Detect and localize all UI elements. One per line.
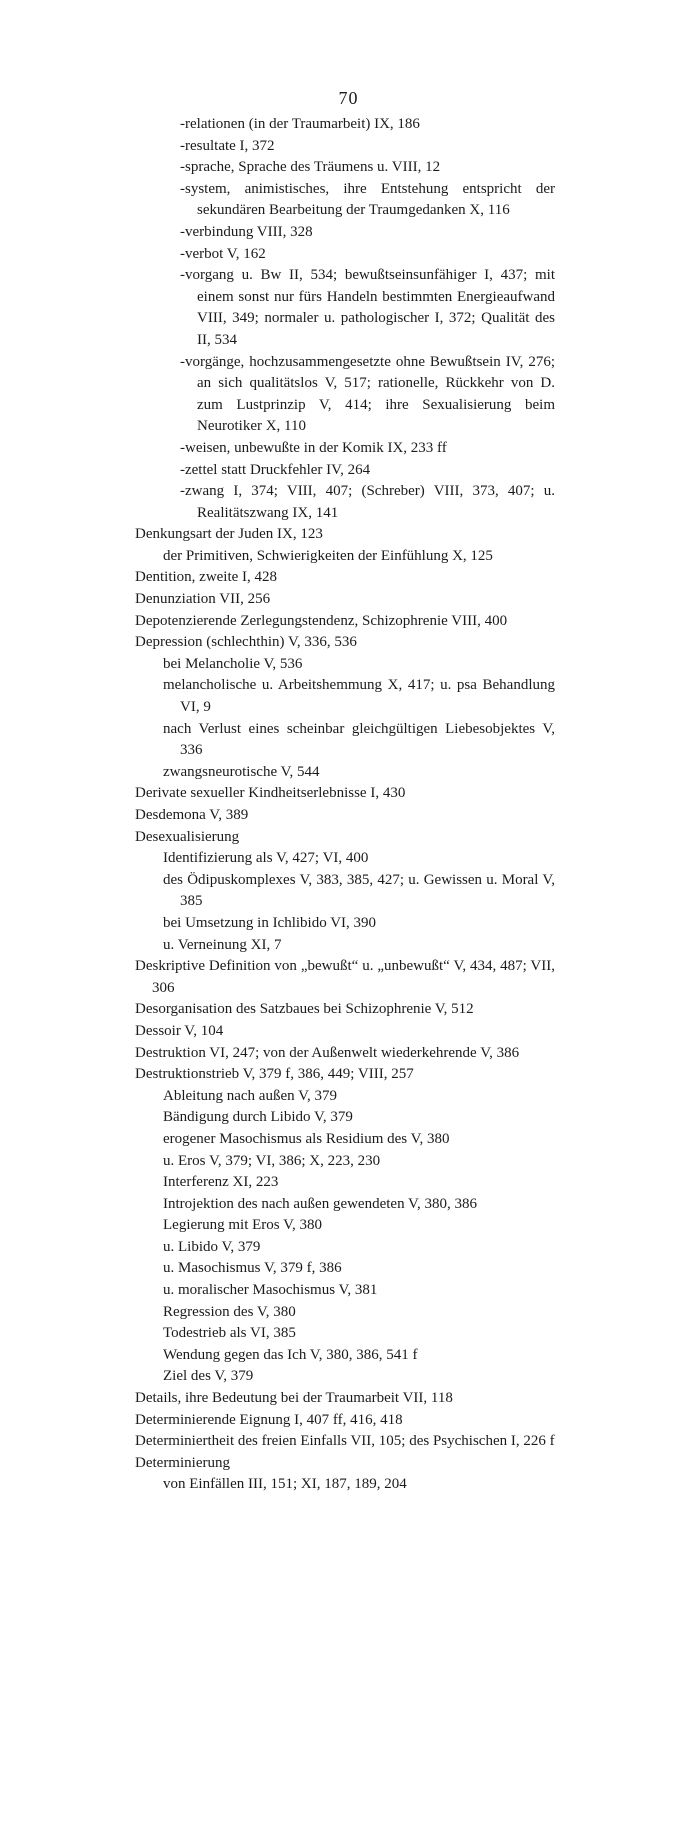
index-entry: -vorgänge, hochzusammengesetzte ohne Bewußtsein IV, 276; an sich qualitätslos V, 517; rationelle, Rückkehr von D. zum Lustprinzip V, 414; ihre Sexualisierung beim Neurotiker X, 110 xyxy=(180,353,555,435)
index-entry: u. Eros V, 379; VI, 386; X, 223, 230 xyxy=(163,1152,381,1169)
index-entry: Interferenz XI, 223 xyxy=(163,1174,279,1191)
index-entry: Legierung mit Eros V, 380 xyxy=(163,1217,323,1234)
index-entry: melancholische u. Arbeitshemmung X, 417; u. psa Behandlung VI, 9 xyxy=(163,677,555,716)
index-entry: Destruktionstrieb V, 379 f, 386, 449; VIII, 257 xyxy=(135,1066,414,1083)
index-entry: Details, ihre Bedeutung bei der Traumarbeit VII, 118 xyxy=(135,1390,453,1407)
index-entry: bei Melancholie V, 536 xyxy=(163,655,303,672)
index-entry: Depotenzierende Zerlegungstendenz, Schizophrenie VIII, 400 xyxy=(135,612,508,629)
index-entry: -weisen, unbewußte in der Komik IX, 233 ff xyxy=(180,439,447,456)
index-entry: des Ödipuskomplexes V, 383, 385, 427; u. Gewissen u. Moral V, 385 xyxy=(163,871,555,910)
index-entry: -vorgang u. Bw II, 534; bewußtseinsunfähiger I, 437; mit einem sonst nur fürs Handeln bestimmten Energieaufwand VIII, 349; normaler u. pathologischer I, 372; Qualität des II, 534 xyxy=(180,267,555,348)
page-number: 70 xyxy=(338,88,359,108)
index-entry: bei Umsetzung in Ichlibido VI, 390 xyxy=(163,914,377,931)
index-entry: u. Verneinung XI, 7 xyxy=(163,936,282,953)
index-entry: Dessoir V, 104 xyxy=(135,1022,224,1039)
index-entry: der Primitiven, Schwierigkeiten der Einfühlung X, 125 xyxy=(163,547,493,564)
index-entries xyxy=(135,114,555,1496)
index-entry: Destruktion VI, 247; von der Außenwelt wiederkehrende V, 386 xyxy=(135,1044,520,1061)
index-entry: -sprache, Sprache des Träumens u. VIII, 12 xyxy=(180,159,441,176)
index-entry: -resultate I, 372 xyxy=(180,137,275,154)
index-entry: erogener Masochismus als Residium des V, 380 xyxy=(163,1130,450,1147)
index-entry: Denkungsart der Juden IX, 123 xyxy=(135,526,323,543)
index-entry: Identifizierung als V, 427; VI, 400 xyxy=(163,850,369,867)
index-entry: Determiniertheit des freien Einfalls VII, 105; des Psychischen I, 226 f xyxy=(135,1433,555,1450)
index-entry: Desexualisierung xyxy=(135,828,240,845)
index-entry: Deskriptive Definition von „bewußt“ u. „unbewußt“ V, 434, 487; VII, 306 xyxy=(135,958,555,996)
index-entry: Derivate sexueller Kindheitserlebnisse I, 430 xyxy=(135,785,406,802)
index-entry: u. moralischer Masochismus V, 381 xyxy=(163,1282,378,1299)
index-entry: nach Verlust eines scheinbar gleichgültigen Liebesobjektes V, 336 xyxy=(163,720,555,759)
index-entry: Ziel des V, 379 xyxy=(163,1368,254,1385)
index-entry: Dentition, zweite I, 428 xyxy=(135,569,278,586)
index-entry: Depression (schlechthin) V, 336, 536 xyxy=(135,634,357,651)
index-entry: Wendung gegen das Ich V, 380, 386, 541 f xyxy=(163,1346,418,1363)
index-entry: Todestrieb als VI, 385 xyxy=(163,1325,296,1342)
index-entry: -relationen (in der Traumarbeit) IX, 186 xyxy=(180,116,420,132)
index-entry: zwangsneurotische V, 544 xyxy=(163,763,320,780)
index-entry: Regression des V, 380 xyxy=(163,1303,296,1320)
index-entry: -zwang I, 374; VIII, 407; (Schreber) VIII, 373, 407; u. Realitätszwang IX, 141 xyxy=(180,483,555,521)
index-entry: Determinierung xyxy=(135,1454,230,1471)
index-entry: -system, animistisches, ihre Entstehung entspricht der sekundären Bearbeitung der Traumgedanken X, 116 xyxy=(180,180,555,219)
index-entry: Bändigung durch Libido V, 379 xyxy=(163,1109,353,1126)
index-entry: -zettel statt Druckfehler IV, 264 xyxy=(180,461,371,478)
index-entry: -verbot V, 162 xyxy=(180,245,266,262)
index-entry: Introjektion des nach außen gewendeten V, 380, 386 xyxy=(163,1195,477,1212)
index-entry: von Einfällen III, 151; XI, 187, 189, 204 xyxy=(163,1476,407,1493)
index-entry: Ableitung nach außen V, 379 xyxy=(163,1087,338,1104)
index-entry: Desorganisation des Satzbaues bei Schizophrenie V, 512 xyxy=(135,1001,474,1018)
index-entry: u. Libido V, 379 xyxy=(163,1238,261,1255)
index-entry: Determinierende Eignung I, 407 ff, 416, 418 xyxy=(135,1411,403,1428)
index-entry: -verbindung VIII, 328 xyxy=(180,223,313,240)
index-entry: Denunziation VII, 256 xyxy=(135,591,271,608)
index-entry: u. Masochismus V, 379 f, 386 xyxy=(163,1260,342,1277)
index-entry: Desdemona V, 389 xyxy=(135,807,249,823)
